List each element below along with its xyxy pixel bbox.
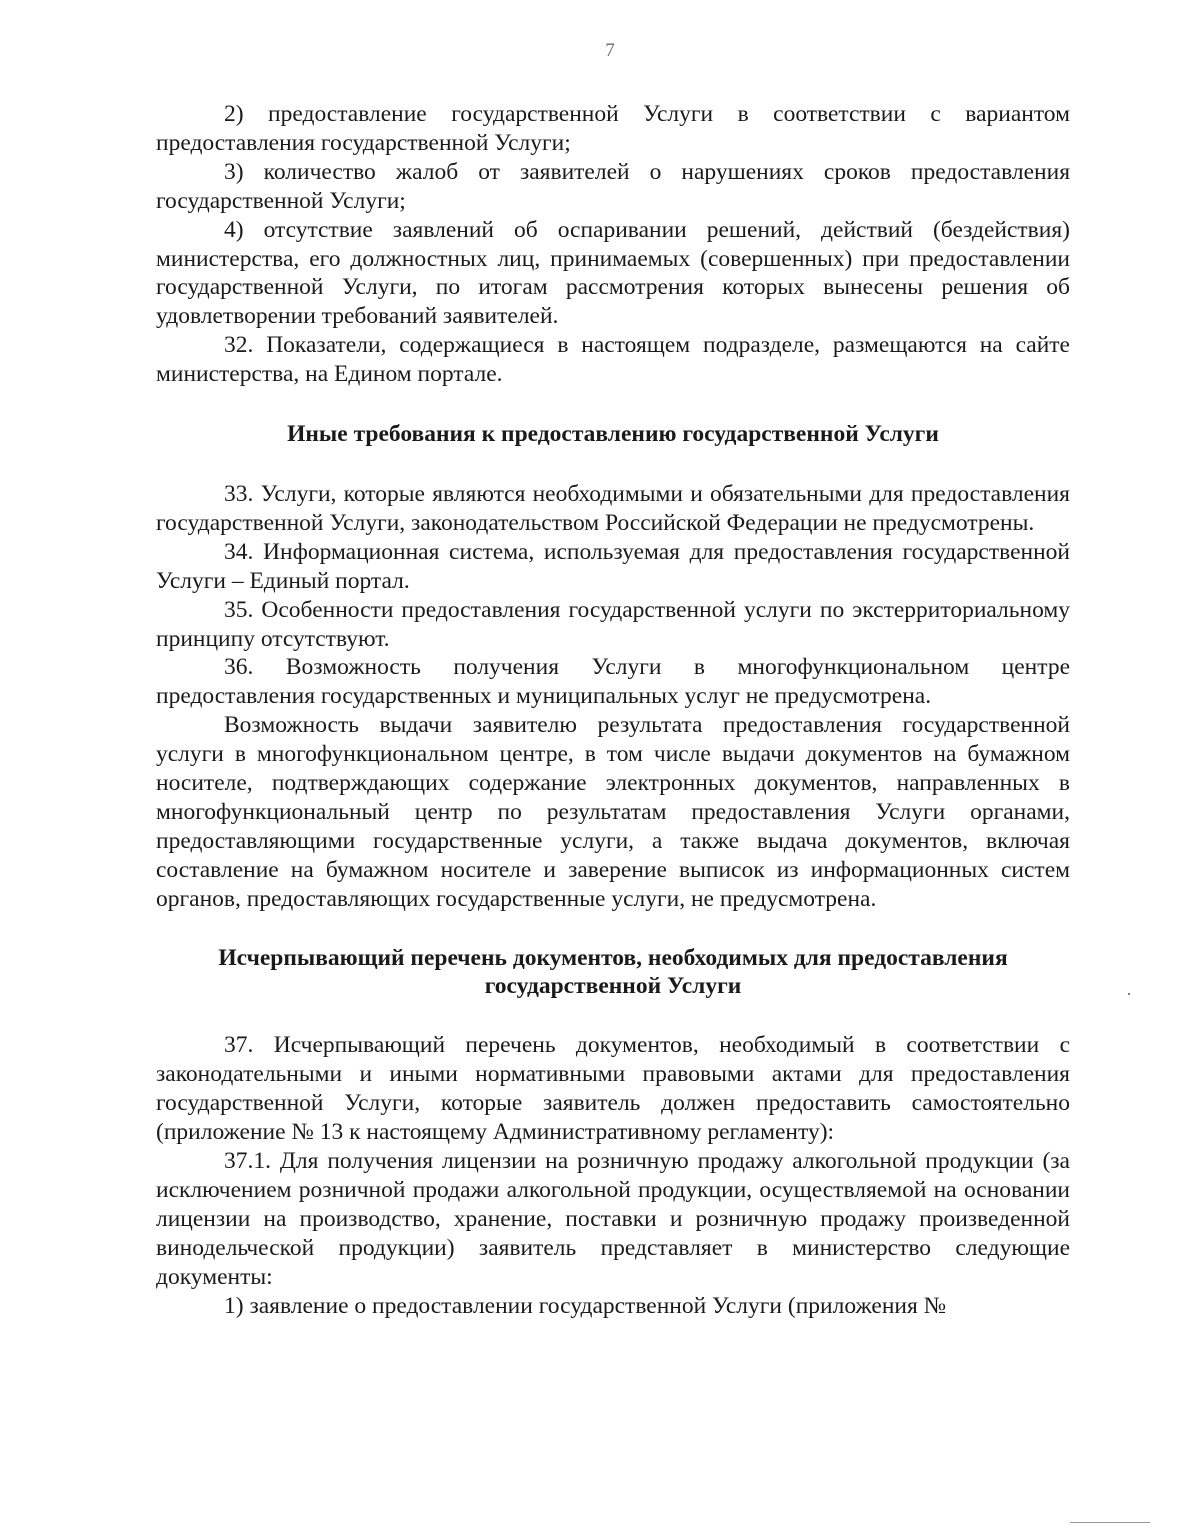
paragraph-35: 35. Особенности предоставления государственной услуги по экстерриториальному принципу отсутствуют. [156, 596, 1070, 652]
paragraph-33: 33. Услуги, которые являются необходимыми и обязательными для предоставления государственной Услуги, законодательством Российской Федерации не предусмотрены. [156, 480, 1070, 536]
paragraph-36-continued: Возможность выдачи заявителю результата предоставления государственной услуги в многофункциональном центре, в том числе выдачи документов на бумажном носителе, подтверждающих содержание электронных документов, направленных в многофункциональный центр по результатам предоставления Услуги органами, предоставляющими государственные услуги, а также выдача документов, включая составление на бумажном носителе и заверение выписок из информационных систем органов, предоставляющих государственные услуги, не предусмотрена. [156, 712, 1070, 912]
paragraph-item-4: 4) отсутствие заявлений об оспаривании решений, действий (бездействия) министерства, его должностных лиц, принимаемых (совершенных) при предоставлении государственной Услуги, по итогам рассмотрения которых вынесены решения об удовлетворении требований заявителей. [156, 216, 1070, 330]
paragraph-34: 34. Информационная система, используемая для предоставления государственной Услуги – Единый портал. [156, 538, 1070, 594]
paragraph-36: 36. Возможность получения Услуги в многофункциональном центре предоставления государственных и муниципальных услуг не предусмотрена. [156, 654, 1070, 710]
paragraph-37-1: 37.1. Для получения лицензии на розничную продажу алкогольной продукции (за исключением розничной продажи алкогольной продукции, осуществляемой на основании лицензии на производство, хранение, поставки и розничную продажу произведенной винодельческой продукции) заявитель представляет в министерство следующие документы: [156, 1148, 1070, 1290]
section-heading-other-requirements: Иные требования к предоставлению государственной Услуги [287, 421, 939, 448]
paragraph-32: 32. Показатели, содержащиеся в настоящем подразделе, размещаются на сайте министерства, на Едином портале. [156, 332, 1070, 388]
scan-speck [1128, 993, 1130, 995]
paragraph-item-2: 2) предоставление государственной Услуги в соответствии с вариантом предоставления государственной Услуги; [156, 101, 1070, 156]
section-heading-documents-list [156, 944, 1070, 1002]
heading-line-1: Исчерпывающий перечень документов, необходимых для предоставления [218, 944, 1008, 971]
page-number: 7 [605, 40, 615, 61]
scan-edge-line [1070, 1522, 1150, 1523]
paragraph-37-1-item-1: 1) заявление о предоставлении государственной Услуги (приложения № [224, 1292, 947, 1319]
document-body [156, 100, 1070, 1320]
paragraph-37: 37. Исчерпывающий перечень документов, необходимый в соответствии с законодательными и иными нормативными правовыми актами для предоставления государственной Услуги, которые заявитель должен предоставить самостоятельно (приложение № 13 к настоящему Административному регламенту): [156, 1032, 1070, 1146]
paragraph-item-3: 3) количество жалоб от заявителей о нарушениях сроков предоставления государственной Услуги; [156, 158, 1070, 214]
heading-line-2: государственной Услуги [484, 973, 742, 1000]
